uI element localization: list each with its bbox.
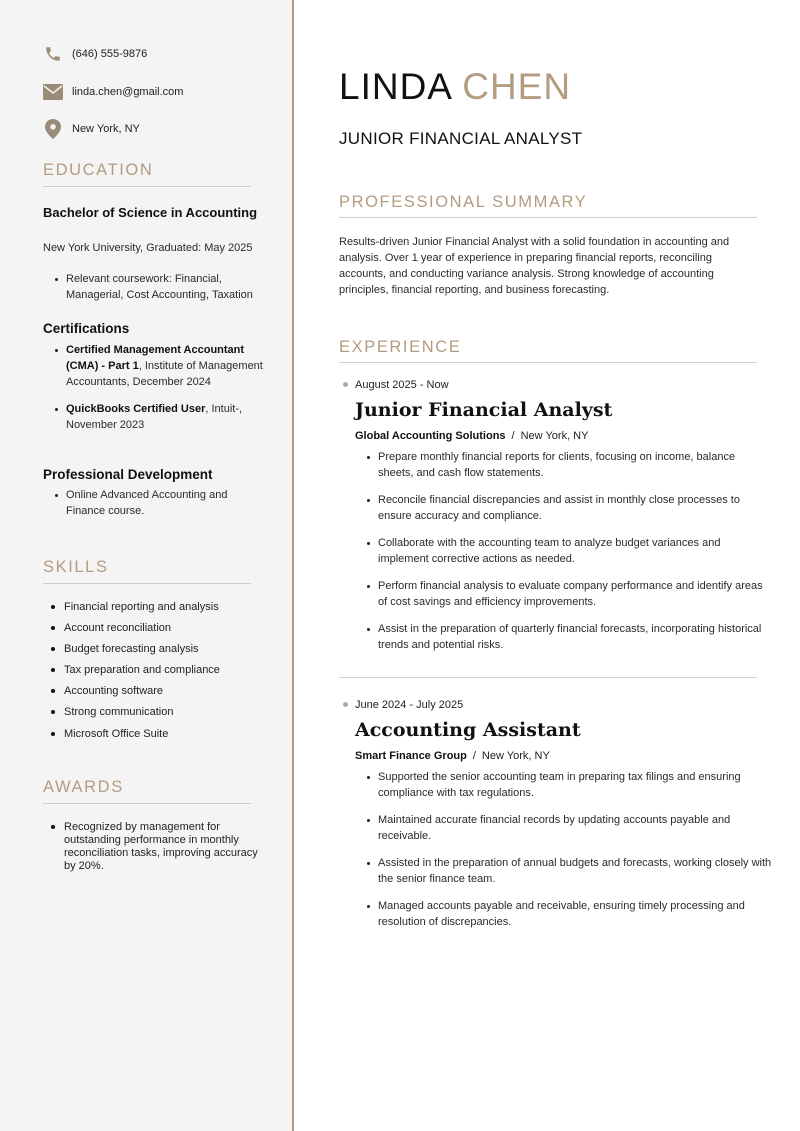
map-pin-icon <box>43 119 63 139</box>
job-bullet: Supported the senior accounting team in preparing tax filings and ensuring compliance with tax regulations. <box>366 769 776 801</box>
education-heading: EDUCATION <box>43 161 154 179</box>
job-bullet: Collaborate with the accounting team to analyze budget variances and implement corrective actions as needed. <box>366 535 766 567</box>
job-bullet: Prepare monthly financial reports for clients, focusing on income, balance sheets, and cash flow statements. <box>366 449 766 481</box>
summary-divider <box>339 217 757 218</box>
certifications-list <box>54 342 269 433</box>
school-info: New York University, Graduated: May 2025 <box>43 242 253 254</box>
timeline-dot <box>343 382 348 387</box>
contact-location <box>43 119 140 139</box>
sidebar <box>0 0 294 1131</box>
degree-title: Bachelor of Science in Accounting <box>43 205 258 220</box>
job-dates: June 2024 - July 2025 <box>355 699 464 711</box>
job-divider <box>339 677 757 678</box>
award-item: Recognized by management for outstanding performance in monthly reconciliation tasks, improving accuracy by 20%. <box>50 821 270 873</box>
job-bullet: Assisted in the preparation of annual budgets and forecasts, working closely with the senior finance team. <box>366 855 776 887</box>
job-role: Junior Financial Analyst <box>355 399 613 421</box>
phone-icon <box>43 44 63 64</box>
skills-heading: SKILLS <box>43 558 109 576</box>
skill-item: Microsoft Office Suite <box>50 727 220 748</box>
experience-heading: EXPERIENCE <box>339 338 462 356</box>
job-bullet: Assist in the preparation of quarterly financial forecasts, incorporating historical trends and potential risks. <box>366 621 766 653</box>
company-name: Global Accounting Solutions <box>355 430 506 442</box>
contact-email <box>43 82 183 102</box>
timeline-dot <box>343 702 348 707</box>
job-bullet: Reconcile financial discrepancies and assist in monthly close processes to ensure accuracy and compliance. <box>366 492 766 524</box>
main-content <box>296 0 800 1131</box>
certification-item <box>54 342 269 390</box>
company-location: New York, NY <box>520 430 589 442</box>
skill-item: Budget forecasting analysis <box>50 642 220 663</box>
certification-item <box>54 401 249 433</box>
professional-development-heading: Professional Development <box>43 467 213 482</box>
job-bullets <box>366 769 776 930</box>
email-text: linda.chen@gmail.com <box>72 86 184 98</box>
certification-name: QuickBooks Certified User <box>66 403 206 415</box>
job-company-line <box>355 430 588 442</box>
skills-divider <box>43 583 251 584</box>
last-name: CHEN <box>462 66 572 107</box>
job-company-line <box>355 750 550 762</box>
job-bullets <box>366 449 766 653</box>
education-divider <box>43 186 251 187</box>
location-text: New York, NY <box>72 123 140 135</box>
job-title: JUNIOR FINANCIAL ANALYST <box>339 129 583 148</box>
candidate-name <box>339 66 571 108</box>
awards-divider <box>43 803 251 804</box>
job-dates: August 2025 - Now <box>355 379 449 391</box>
coursework-list <box>54 271 269 303</box>
skills-list <box>50 600 220 748</box>
summary-text: Results-driven Junior Financial Analyst with a solid foundation in accounting and analysis. Over 1 year of experience in preparing financial reports, reconciling accounts, and conducting variance analysis. Strong knowledge of accounting principles, financial reporting, and business forecasting. <box>339 236 730 296</box>
first-name: LINDA <box>339 66 451 107</box>
company-location: New York, NY <box>481 750 550 762</box>
skill-item: Tax preparation and compliance <box>50 663 220 684</box>
job-bullet: Managed accounts payable and receivable, ensuring timely processing and resolution of discrepancies. <box>366 898 776 930</box>
contact-phone <box>43 44 147 64</box>
certifications-heading: Certifications <box>43 321 130 336</box>
skill-item: Financial reporting and analysis <box>50 600 220 621</box>
certification-detail: , Institute of Management Accountants, December 2024 <box>66 360 263 388</box>
envelope-icon <box>43 82 63 102</box>
job-bullet: Perform financial analysis to evaluate company performance and identify areas of cost savings and efficiency improvements. <box>366 578 766 610</box>
company-name: Smart Finance Group <box>355 750 467 762</box>
phone-text: (646) 555-9876 <box>72 48 148 60</box>
coursework-item: Relevant coursework: Financial, Managerial, Cost Accounting, Taxation <box>54 271 269 303</box>
job-role: Accounting Assistant <box>355 719 581 741</box>
skill-item: Account reconciliation <box>50 621 220 642</box>
summary-heading: PROFESSIONAL SUMMARY <box>339 193 588 211</box>
experience-divider <box>339 362 757 363</box>
professional-development-item: Online Advanced Accounting and Finance course. <box>54 487 254 519</box>
certification-name: Certified Management Accountant (CMA) - Part 1 <box>66 344 245 372</box>
professional-development-list <box>54 487 254 519</box>
company-separator: / <box>472 750 476 762</box>
job-bullet: Maintained accurate financial records by updating accounts payable and receivable. <box>366 812 776 844</box>
skill-item: Accounting software <box>50 684 220 705</box>
certification-detail: , Intuit-, November 2023 <box>66 403 243 431</box>
company-separator: / <box>511 430 515 442</box>
awards-heading: AWARDS <box>43 778 124 796</box>
skill-item: Strong communication <box>50 705 220 726</box>
